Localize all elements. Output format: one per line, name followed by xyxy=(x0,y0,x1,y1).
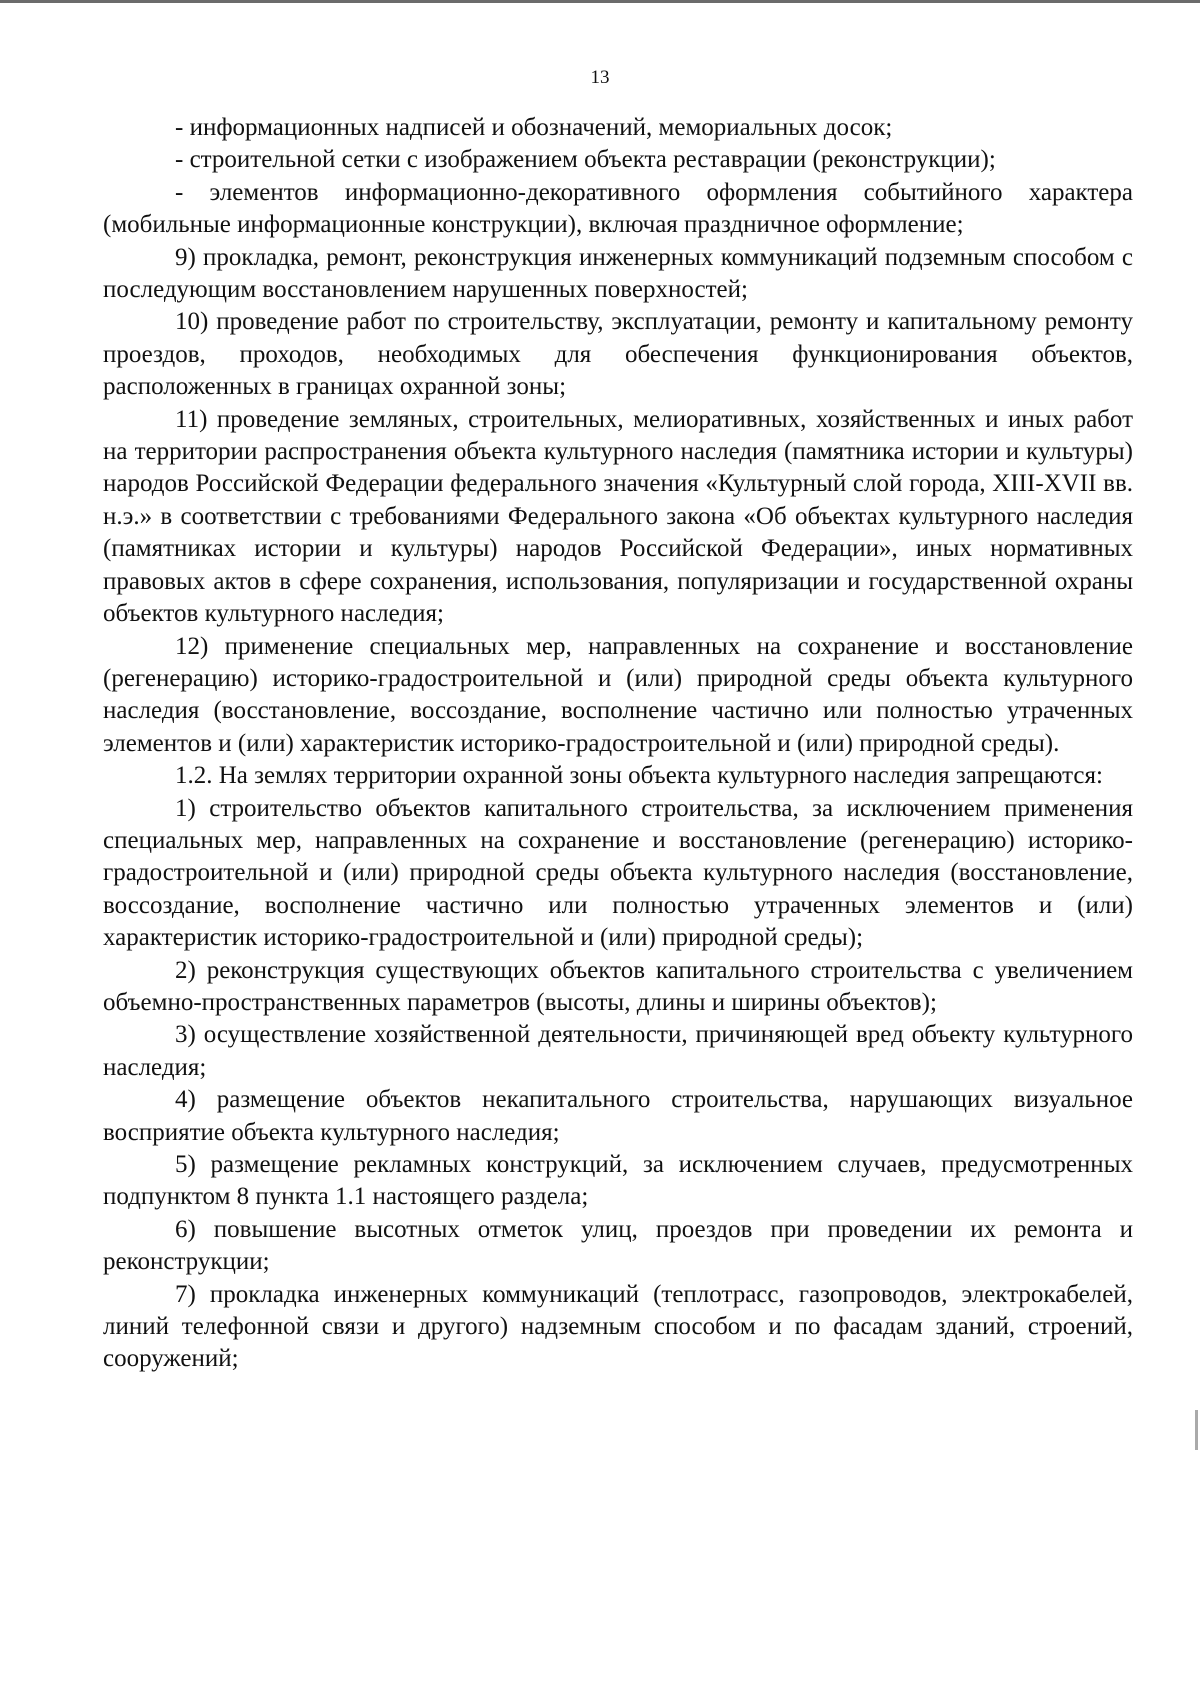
paragraph-item-9: 9) прокладка, ремонт, реконструкция инженерных коммуникаций подземным способом с последующим восстановлением нарушенных поверхностей; xyxy=(103,243,1133,304)
paragraph-section-1-2: 1.2. На землях территории охранной зоны объекта культурного наследия запрещаются: xyxy=(175,762,1103,790)
paragraph-prohibited-3: 3) осуществление хозяйственной деятельности, причиняющей вред объекту культурного наследия; xyxy=(103,1021,1133,1081)
paragraph-construction-mesh: - строительной сетки с изображением объекта реставрации (реконструкции); xyxy=(175,146,996,174)
paragraph-prohibited-2: 2) реконструкция существующих объектов капитального строительства с увеличением объемно-пространственных параметров (высоты, длины и ширины объектов); xyxy=(103,956,1133,1016)
paragraph-prohibited-5: 5) размещение рекламных конструкций, за исключением случаев, предусмотренных подпунктом 8 пункта 1.1 настоящего раздела; xyxy=(103,1151,1133,1211)
page-number: 13 xyxy=(590,67,610,88)
paragraph-prohibited-4: 4) размещение объектов некапитального строительства, нарушающих визуальное восприятие объекта культурного наследия; xyxy=(103,1086,1133,1146)
paragraph-item-12: 12) применение специальных мер, направленных на сохранение и восстановление (регенерацию) историко-градостроительной и (или) природной среды объекта культурного наследия (восстановление, воссоздание, восполнение частично или полностью утраченных элементов и (или) характеристик историко-градостроительной и (или) природной среды). xyxy=(103,632,1133,757)
paragraph-item-10: 10) проведение работ по строительству, эксплуатации, ремонту и капитальному ремонту проездов, проходов, необходимых для обеспечения функционирования объектов, расположенных в границах охранной зоны; xyxy=(103,308,1133,401)
scan-edge-line xyxy=(0,0,1200,3)
paragraph-prohibited-1: 1) строительство объектов капитального строительства, за исключением применения специальных мер, направленных на сохранение и восстановление (регенерацию) историко-градостроительной и (или) природной среды объекта культурного наследия (восстановление, воссоздание, восполнение частично или полностью утраченных элементов и (или) характеристик историко-градостроительной и (или) природной среды); xyxy=(103,794,1133,952)
paragraph-informational-signs: - информационных надписей и обозначений, мемориальных досок; xyxy=(175,114,893,141)
paragraph-decorative-elements: - элементов информационно-декоративного оформления событийного характера (мобильные информационные конструкции), включая праздничное оформление; xyxy=(103,178,1133,239)
paragraph-item-11: 11) проведение земляных, строительных, мелиоративных, хозяйственных и иных работ на территории распространения объекта культурного наследия (памятника истории и культуры) народов Российской Федерации федерального значения «Культурный слой города, XIII-XVII вв. н.э.» в соответствии с требованиями Федерального закона «Об объектах культурного наследия (памятниках истории и культуры) народов Российской Федерации», иных нормативных правовых актов в сфере сохранения, использования, популяризации и государственной охраны объектов культурного наследия; xyxy=(103,405,1133,628)
paragraph-prohibited-6: 6) повышение высотных отметок улиц, проездов при проведении их ремонта и реконструкции; xyxy=(103,1215,1133,1276)
document-body xyxy=(103,112,1133,1376)
paragraph-prohibited-7: 7) прокладка инженерных коммуникаций (теплотрасс, газопроводов, электрокабелей, линий телефонной связи и другого) надземным способом и по фасадам зданий, строений, сооружений; xyxy=(103,1280,1133,1373)
scan-edge-mark xyxy=(1195,1410,1198,1450)
